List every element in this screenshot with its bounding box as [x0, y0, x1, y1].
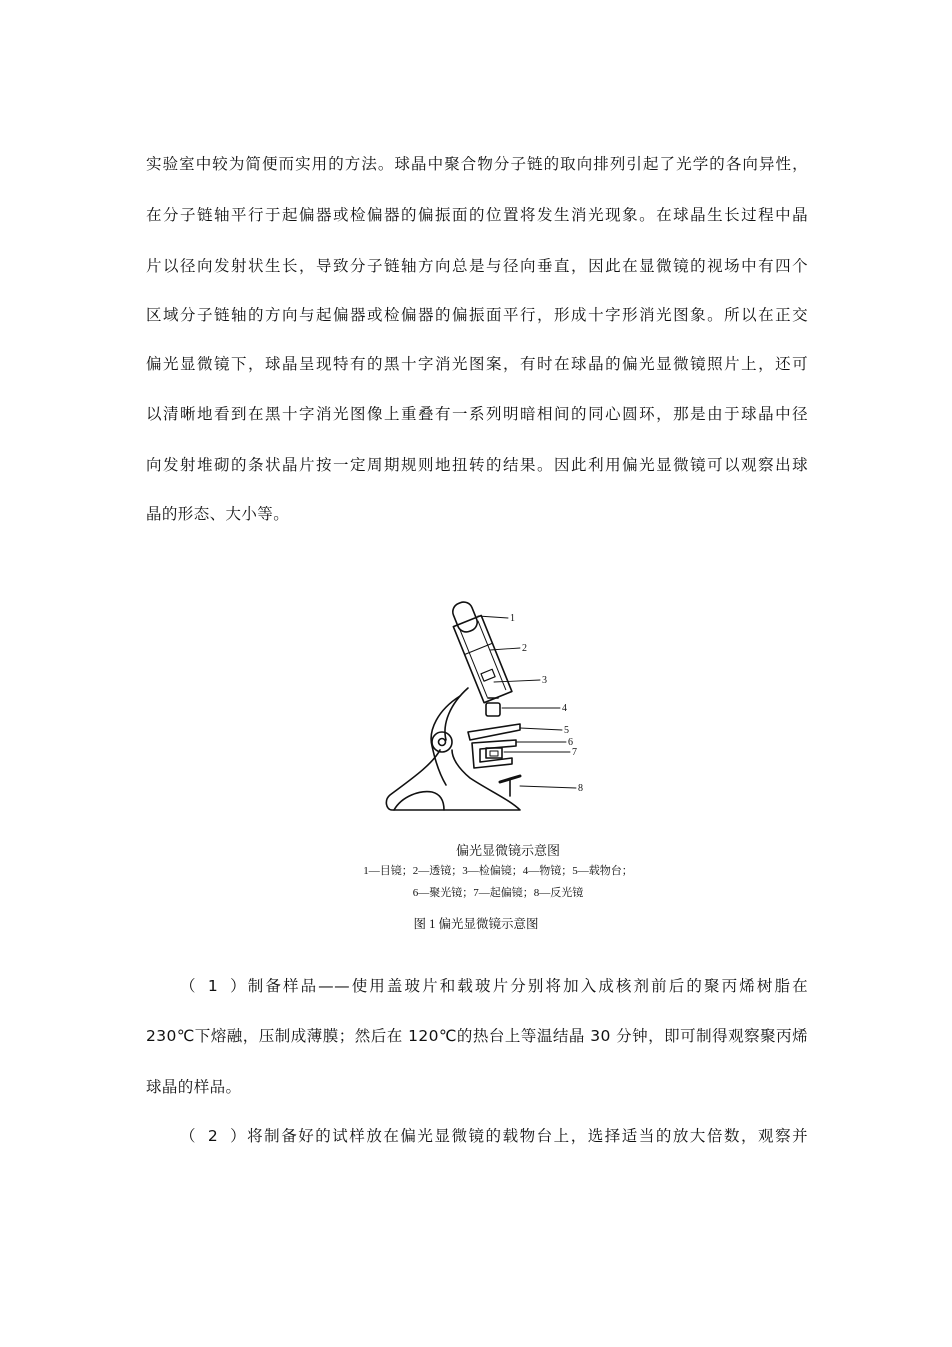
paragraph-line-7: 向发射堆砌的条状晶片按一定周期规则地扭转的结果。因此利用偏光显微镜可以观察出球 — [146, 456, 808, 474]
step2-line-1 — [180, 1124, 808, 1146]
part-number-8: 8 — [578, 783, 583, 794]
objective-shape — [486, 703, 500, 716]
pivot-knob — [432, 732, 452, 752]
part-number-5: 5 — [564, 725, 569, 736]
step1-line-1 — [180, 974, 808, 996]
part-number-6: 6 — [568, 737, 573, 748]
stage-shape — [468, 724, 520, 740]
part-number-7: 7 — [572, 747, 577, 758]
condenser-shape — [472, 740, 516, 768]
paragraph-line-3: 片以径向发射状生长，导致分子链轴方向总是与径向垂直，因此在显微镜的视场中有四个 — [146, 257, 808, 275]
paragraph-line-4: 区域分子链轴的方向与起偏器或检偏器的偏振面平行，形成十字形消光图象。所以在正交 — [146, 306, 808, 324]
step1-line-3: 球晶的样品。 — [146, 1078, 242, 1096]
part-number-1: 1 — [510, 613, 515, 624]
figure-label: 图 1 偏光显微镜示意图 — [413, 917, 539, 931]
step1-text: 制备样品——使用盖玻片和载玻片分别将加入成核剂前后的聚丙烯树脂在 — [246, 977, 808, 995]
step1-number: （1） — [180, 977, 246, 995]
paragraph-line-6: 以清晰地看到在黑十字消光图像上重叠有一系列明暗相间的同心圆环，那是由于球晶中径 — [146, 405, 808, 423]
figure-legend-line-1: 1—目镜；2—透镜；3—检偏镜；4—物镜；5—载物台； — [363, 865, 633, 877]
step2-text: 将制备好的试样放在偏光显微镜的载物台上，选择适当的放大倍数，观察并 — [246, 1127, 808, 1145]
part-number-2: 2 — [522, 643, 527, 654]
paragraph-line-8: 晶的形态、大小等。 — [146, 505, 290, 523]
part-number-4: 4 — [562, 703, 567, 714]
microscope-diagram — [380, 600, 600, 835]
paragraph-line-5: 偏光显微镜下，球晶呈现特有的黑十字消光图案，有时在球晶的偏光显微镜照片上，还可 — [146, 355, 808, 373]
tube-shape — [453, 615, 512, 702]
part-number-3: 3 — [542, 675, 547, 686]
step2-number: （2） — [180, 1127, 246, 1145]
paragraph-line-2: 在分子链轴平行于起偏器或检偏器的偏振面的位置将发生消光现象。在球晶生长过程中晶 — [146, 206, 808, 224]
paragraph-line-1: 实验室中较为简便而实用的方法。球晶中聚合物分子链的取向排列引起了光学的各向异性， — [146, 155, 808, 173]
figure-legend-line-2: 6—聚光镜；7—起偏镜；8—反光镜 — [412, 887, 584, 899]
figure-caption-title: 偏光显微镜示意图 — [455, 843, 560, 858]
step1-line-2: 230℃下熔融，压制成薄膜；然后在 120℃的热台上等温结晶 30 分钟，即可制得观察聚丙烯 — [146, 1027, 808, 1045]
